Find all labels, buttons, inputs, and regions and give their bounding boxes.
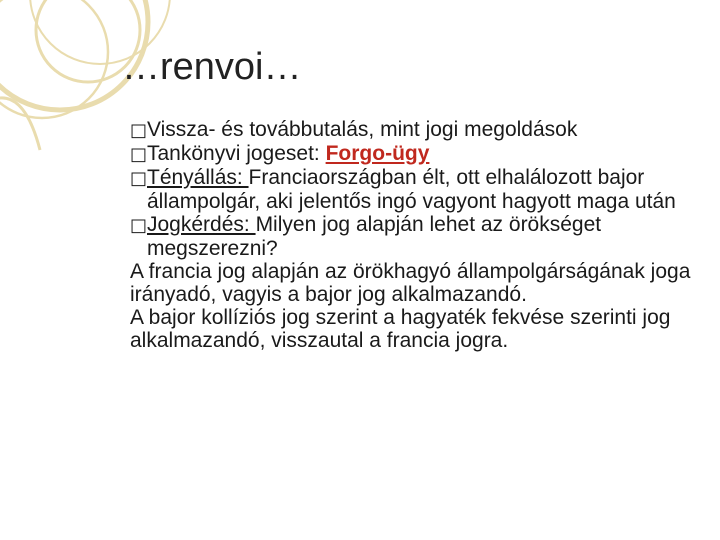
bullet-text: Milyen jog alapján lehet az örökséget megszerezni? bbox=[147, 213, 602, 260]
bullet-term: Tényállás: bbox=[147, 166, 249, 189]
paragraph: A francia jog alapján az örökhagyó állampolgárságának joga irányadó, vagyis a bajor jog alkalmazandó. bbox=[130, 260, 691, 306]
bullet-text: Franciaországban élt, ott elhalálozott bajor állampolgár, aki jelentős ingó vagyont hagyott maga után bbox=[147, 166, 676, 213]
bullet-icon: □ bbox=[130, 144, 148, 165]
bullet-term: Jogkérdés: bbox=[147, 213, 256, 236]
bullet-item bbox=[130, 213, 710, 260]
case-link[interactable]: Forgo-ügy bbox=[325, 142, 430, 165]
bullet-item bbox=[130, 118, 710, 142]
bullet-item bbox=[130, 166, 710, 213]
slide-title: …renvoi… bbox=[122, 46, 302, 88]
bullet-icon: □ bbox=[130, 120, 148, 141]
bullet-icon: □ bbox=[130, 168, 148, 189]
bullet-text: Vissza- és továbbutalás, mint jogi megoldások bbox=[147, 118, 578, 141]
bullet-item bbox=[130, 142, 710, 166]
bullet-icon: □ bbox=[130, 215, 148, 236]
paragraph: A bajor kollíziós jog szerint a hagyaték fekvése szerinti jog alkalmazandó, visszautal a francia jogra. bbox=[130, 306, 671, 352]
bullet-lead: Tankönyvi jogeset: bbox=[147, 142, 326, 165]
slide-body bbox=[130, 118, 710, 352]
